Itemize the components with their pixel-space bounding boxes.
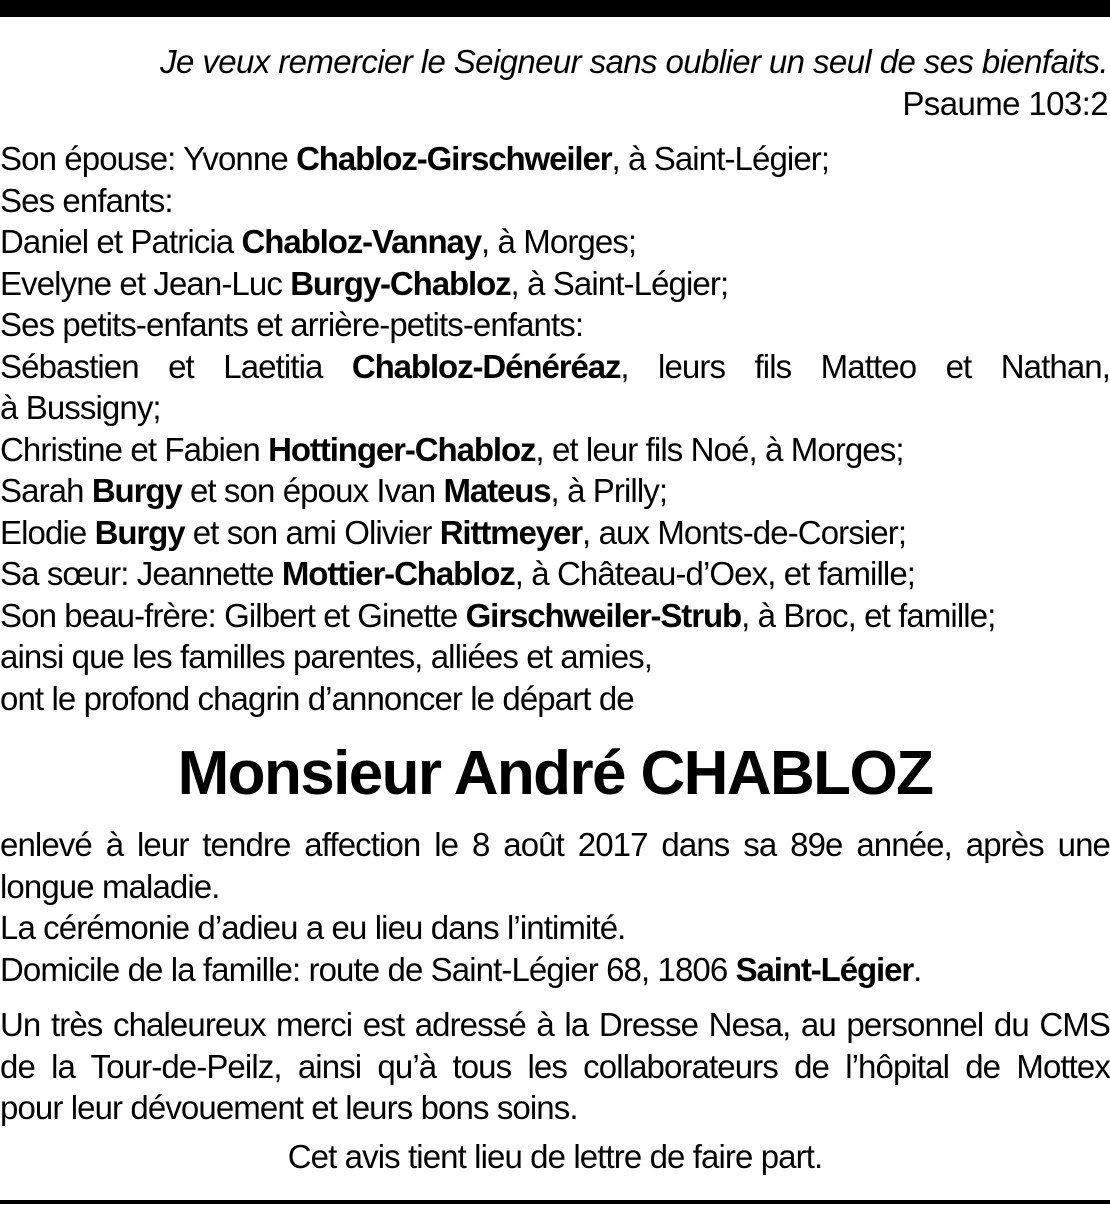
grandchild-place: à Bussigny; — [0, 389, 161, 426]
verse-reference: Psaume 103:2 — [902, 85, 1108, 122]
grandchild-name: Burgy — [94, 513, 185, 551]
death-line-cont: longue maladie. — [0, 867, 220, 905]
relatives-line: ainsi que les familles parentes, alliées et amies, — [0, 638, 653, 675]
thanks-line: de la Tour-de-Peilz, ainsi qu’à tous les collaborateurs de l’hôpital de Mottex — [0, 1047, 1110, 1085]
ceremony-line: La cérémonie d’adieu a eu lieu dans l’intimité. — [0, 909, 626, 946]
partner-name: Mateus — [443, 472, 551, 509]
grandchild-line: Sébastien et Laetitia Chabloz-Dénéréaz, leurs fils Matteo et Nathan, — [0, 347, 1110, 385]
sister-line: Sa sœur: Jeannette Mottier-Chabloz, à Château-d’Oex, et famille; — [0, 555, 916, 592]
grandchildren-heading: Ses petits-enfants et arrière-petits-enfants: — [0, 306, 584, 343]
family-list — [0, 138, 1110, 719]
thanks-paragraph — [0, 1004, 1110, 1129]
grandchild-line: Sarah Burgy et son époux Ivan Mateus, à Prilly; — [0, 472, 668, 509]
closing-note: Cet avis tient lieu de lettre de faire part. — [287, 1138, 823, 1175]
domicile-line: Domicile de la famille: route de Saint-Légier 68, 1806 Saint-Légier. — [0, 950, 922, 988]
death-line: enlevé à leur tendre affection le 8 août 2017 dans sa 89e année, après une — [0, 826, 1110, 863]
deceased-name: Monsieur André CHABLOZ — [177, 739, 933, 808]
bottom-rule — [0, 1200, 1110, 1204]
announcement-line: ont le profond chagrin d’annoncer le départ de — [0, 679, 634, 717]
grandchild-line: Elodie Burgy et son ami Olivier Rittmeyer, aux Monts-de-Corsier; — [0, 513, 907, 551]
grandchild-line: Christine et Fabien Hottinger-Chabloz, et leur fils Noé, à Morges; — [0, 430, 904, 468]
sister-name: Mottier-Chabloz — [281, 555, 515, 592]
partner-name: Rittmeyer — [439, 513, 583, 551]
grandchild-name: Hottinger-Chabloz — [268, 430, 536, 468]
child-line: Evelyne et Jean-Luc Burgy-Chabloz, à Saint-Légier; — [0, 264, 729, 302]
child-line: Daniel et Patricia Chabloz-Vannay, à Morges; — [0, 223, 637, 260]
thanks-line: pour leur dévouement et leurs bons soins. — [0, 1089, 578, 1126]
bible-verse: Je veux remercier le Seigneur sans oublier un seul de ses bienfaits. — [160, 43, 1108, 80]
spouse-line: Son épouse: Yvonne Chabloz-Girschweiler, à Saint-Légier; — [0, 140, 830, 177]
domicile-town: Saint-Légier — [735, 950, 914, 988]
brother-in-law-name: Girschweiler-Strub — [465, 596, 742, 634]
brother-in-law-line: Son beau-frère: Gilbert et Ginette Girschweiler-Strub, à Broc, et famille; — [0, 596, 996, 634]
child-name: Chabloz-Vannay — [241, 223, 482, 260]
death-details — [0, 824, 1110, 990]
children-heading: Ses enfants: — [0, 181, 173, 219]
thanks-line: Un très chaleureux merci est adressé à la Dresse Nesa, au personnel du CMS — [0, 1006, 1110, 1043]
grandchild-name: Burgy — [91, 472, 182, 509]
grandchild-name: Chabloz-Dénéréaz — [351, 347, 621, 385]
spouse-name: Chabloz-Girschweiler — [296, 140, 612, 177]
top-rule — [0, 0, 1110, 17]
child-name: Burgy-Chabloz — [290, 264, 511, 302]
